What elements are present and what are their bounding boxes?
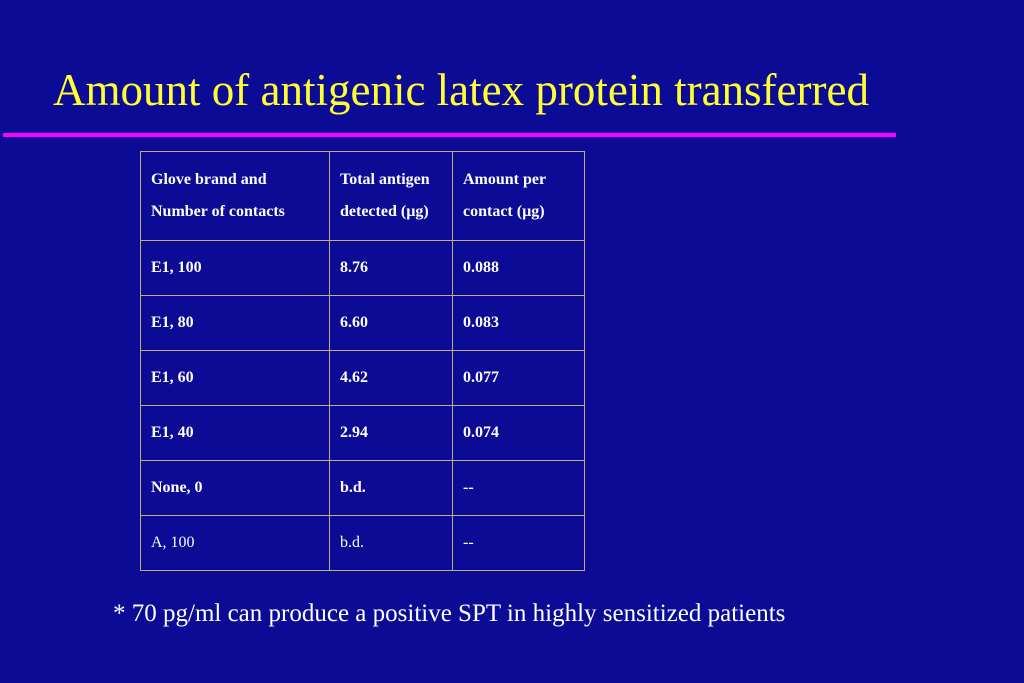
slide-title: Amount of antigenic latex protein transferred: [53, 65, 869, 115]
header-glove-brand: [141, 152, 330, 241]
table-cell: 0.077: [453, 351, 585, 406]
table-cell: 0.074: [453, 406, 585, 461]
header-line: Number of contacts: [151, 203, 285, 220]
header-line: detected (µg): [340, 203, 429, 220]
table-cell: E1, 100: [141, 241, 330, 296]
table-cell: None, 0: [141, 461, 330, 516]
table-cell: --: [453, 516, 585, 571]
header-total-antigen: [330, 152, 453, 241]
header-amount-per-contact: [453, 152, 585, 241]
table-row: [141, 296, 585, 351]
table-cell: 2.94: [330, 406, 453, 461]
table-cell: b.d.: [330, 461, 453, 516]
table-row: [141, 461, 585, 516]
table-cell: --: [453, 461, 585, 516]
table-cell: 0.088: [453, 241, 585, 296]
table-row: [141, 241, 585, 296]
footnote: * 70 pg/ml can produce a positive SPT in highly sensitized patients: [113, 600, 786, 627]
table-cell: A, 100: [141, 516, 330, 571]
table-cell: E1, 40: [141, 406, 330, 461]
table-cell: 8.76: [330, 241, 453, 296]
title-underline: [3, 133, 896, 137]
table-cell: b.d.: [330, 516, 453, 571]
table-cell: E1, 80: [141, 296, 330, 351]
table-row: [141, 351, 585, 406]
header-line: Total antigen: [340, 171, 430, 188]
table-header-row: [141, 152, 585, 241]
header-line: Glove brand and: [151, 171, 267, 188]
table-cell: 6.60: [330, 296, 453, 351]
latex-protein-table: [140, 151, 585, 571]
header-line: Amount per: [463, 171, 547, 188]
table-cell: 4.62: [330, 351, 453, 406]
table-cell: E1, 60: [141, 351, 330, 406]
table-row: [141, 406, 585, 461]
table-cell: 0.083: [453, 296, 585, 351]
table-row: [141, 516, 585, 571]
header-line: contact (µg): [463, 203, 545, 220]
